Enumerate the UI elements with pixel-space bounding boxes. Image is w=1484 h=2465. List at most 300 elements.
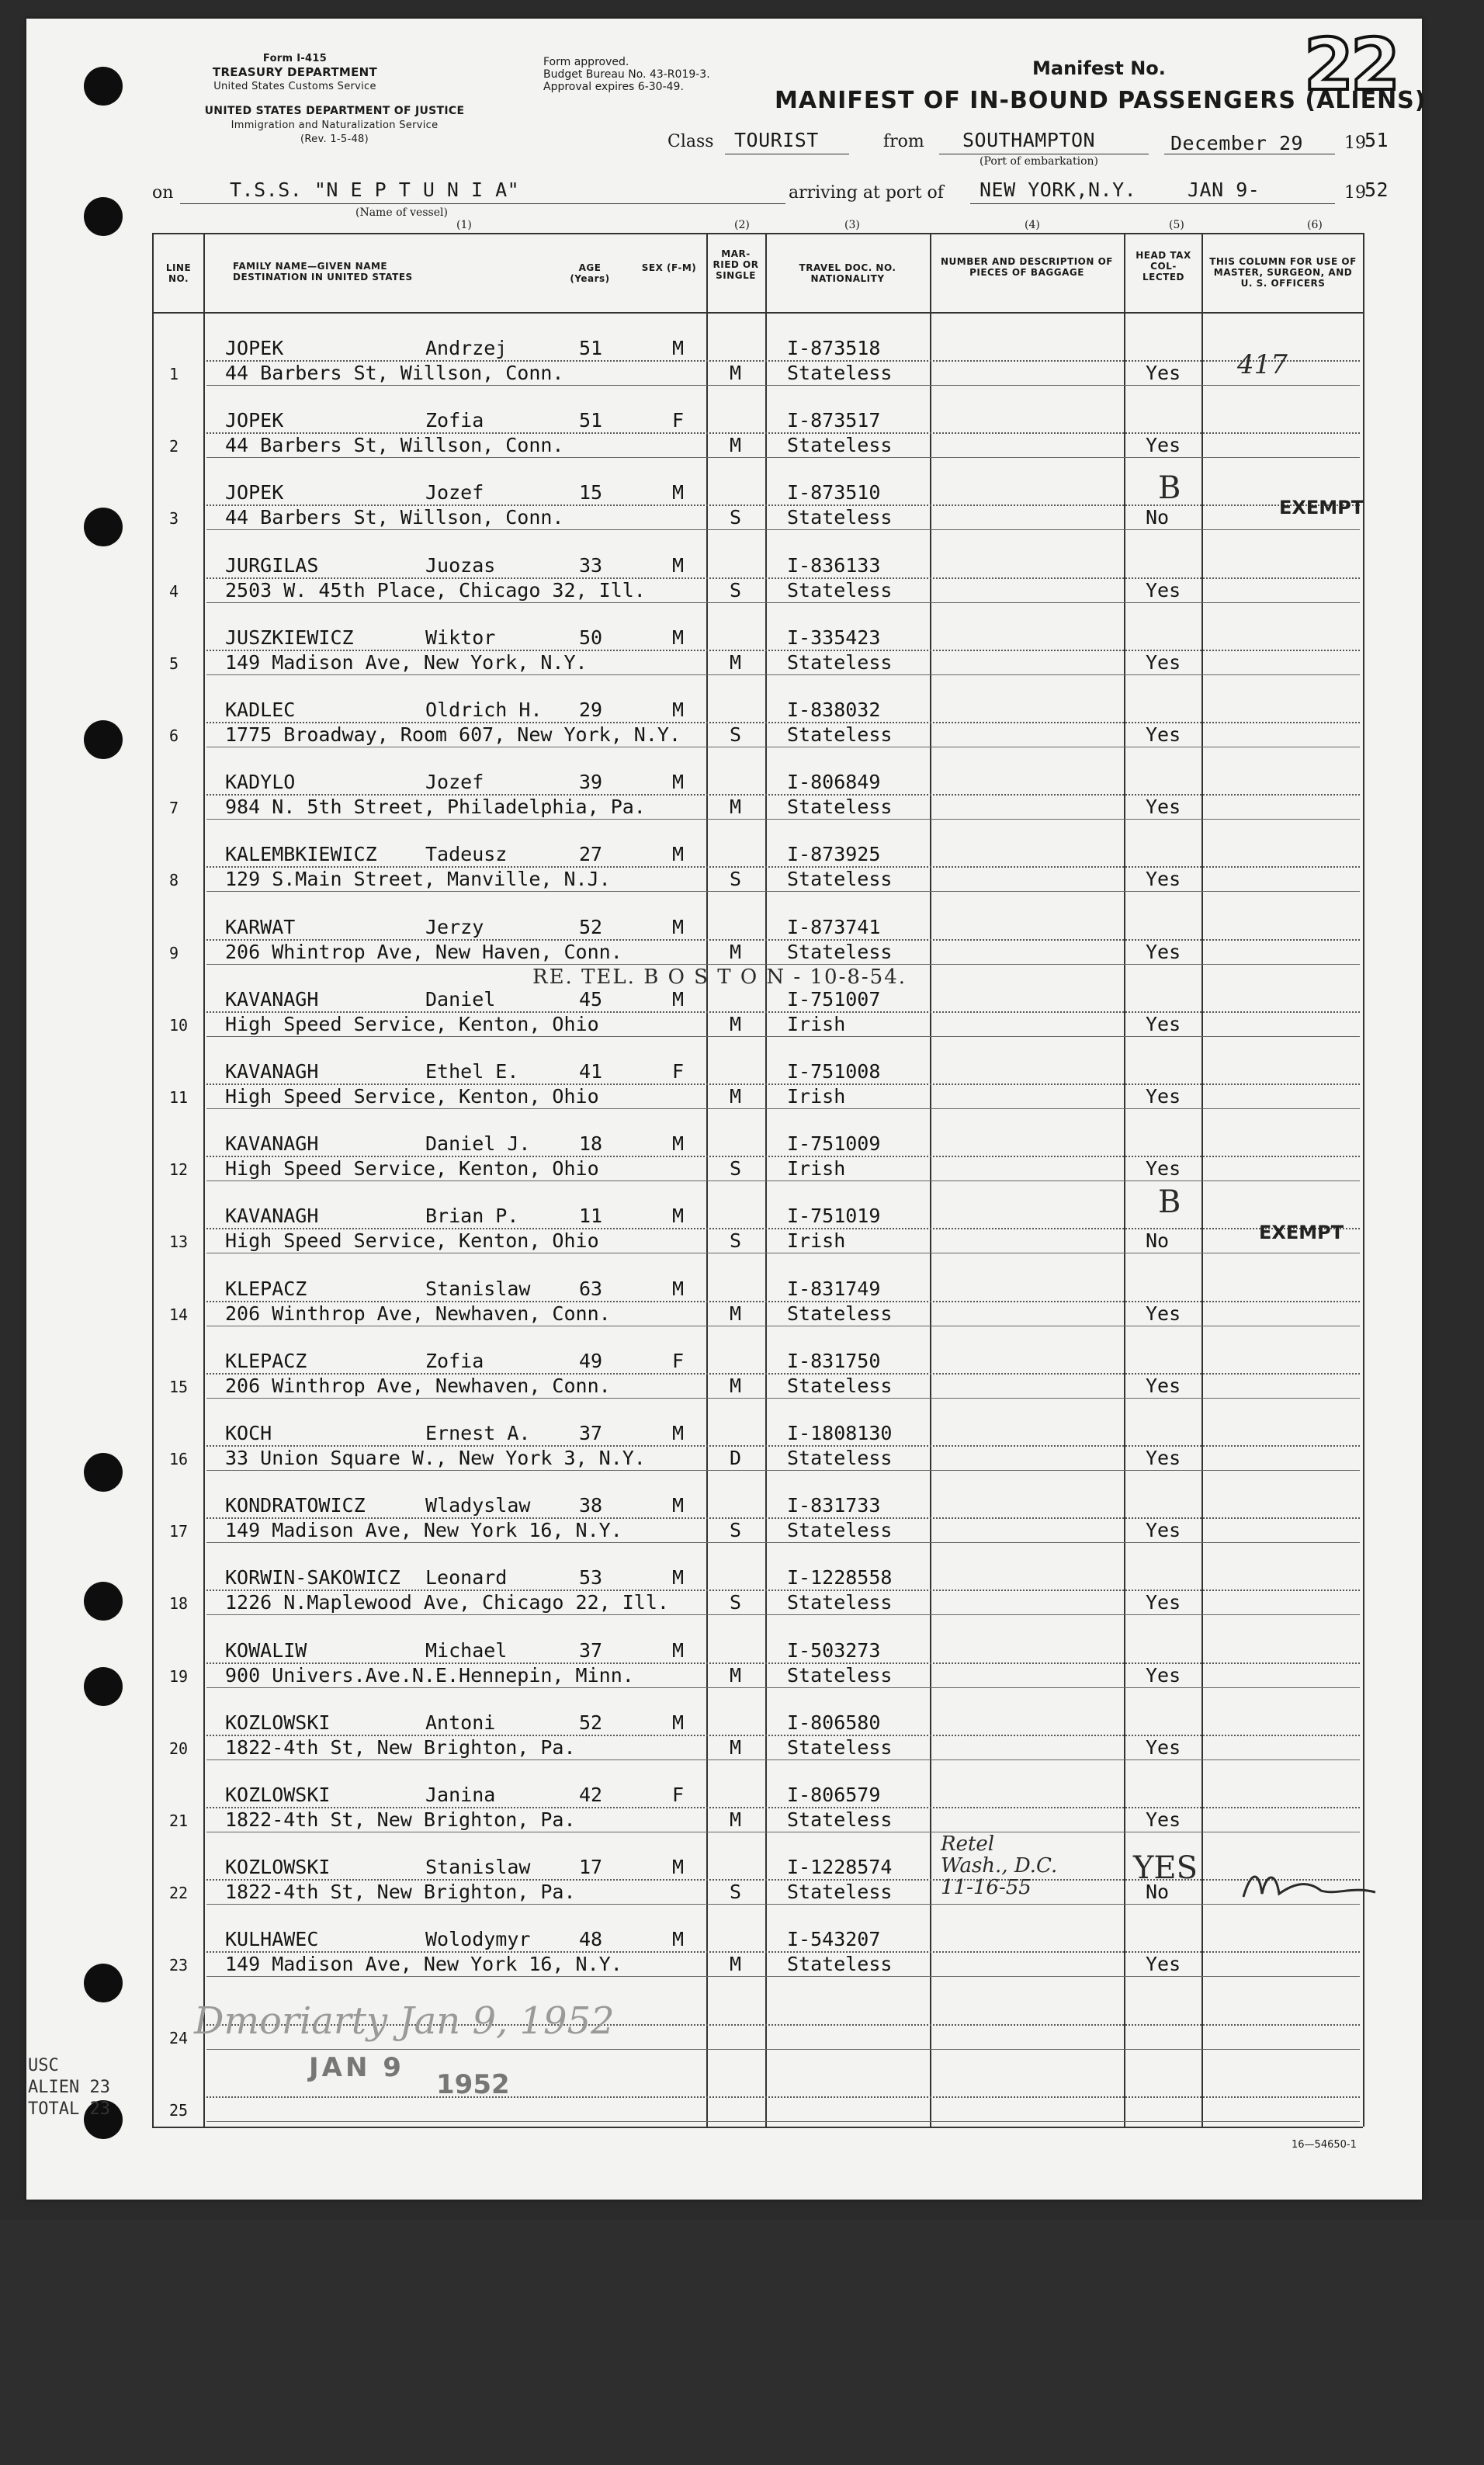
vessel-note: (Name of vessel) bbox=[355, 206, 448, 219]
row-divider bbox=[206, 457, 1360, 458]
approval-line: Form approved. bbox=[543, 56, 629, 68]
row-guide bbox=[206, 1228, 1360, 1229]
family-name: KALEMBKIEWICZ bbox=[225, 843, 377, 866]
marital-status: S bbox=[730, 723, 742, 746]
binder-hole bbox=[84, 67, 123, 106]
age: 11 bbox=[579, 1205, 603, 1228]
head-tax: Yes bbox=[1146, 1735, 1181, 1759]
age: 53 bbox=[579, 1566, 603, 1590]
given-name: Brian P. bbox=[425, 1205, 519, 1228]
head-tax: Yes bbox=[1146, 1447, 1181, 1469]
exempt-stamp: EXEMPT bbox=[1279, 497, 1364, 518]
row-guide bbox=[206, 577, 1360, 579]
binder-hole bbox=[84, 197, 123, 236]
marital-status: M bbox=[730, 1735, 742, 1759]
destination: 149 Madison Ave, New York 16, N.Y. bbox=[225, 1519, 622, 1542]
column-number: (4) bbox=[1025, 219, 1040, 231]
arrival-stamp-year: 1952 bbox=[436, 2069, 510, 2100]
header-name-destination: FAMILY NAME—GIVEN NAME DESTINATION IN UNITED STATES bbox=[233, 261, 413, 283]
given-name: Daniel bbox=[425, 987, 496, 1011]
row-guide bbox=[206, 1735, 1360, 1736]
b-mark: B bbox=[1158, 1184, 1181, 1220]
nationality: Stateless bbox=[787, 1735, 893, 1759]
arrival-date: JAN 9- bbox=[1188, 179, 1260, 201]
travel-doc-number: I-831749 bbox=[787, 1277, 881, 1300]
sex: M bbox=[672, 1856, 685, 1879]
head-tax: Yes bbox=[1146, 434, 1181, 457]
marital-status: S bbox=[730, 506, 742, 529]
destination: 206 Winthrop Ave, Newhaven, Conn. bbox=[225, 1374, 611, 1397]
destination: 33 Union Square W., New York 3, N.Y. bbox=[225, 1447, 646, 1469]
on-label: on bbox=[152, 183, 174, 203]
travel-doc-number: I-1228574 bbox=[787, 1856, 893, 1879]
sex: M bbox=[672, 1132, 685, 1156]
marital-status: M bbox=[730, 1012, 742, 1035]
destination: 44 Barbers St, Willson, Conn. bbox=[225, 362, 564, 384]
destination: 129 S.Main Street, Manville, N.J. bbox=[225, 868, 611, 891]
travel-doc-number: I-831750 bbox=[787, 1349, 881, 1372]
rev-label: (Rev. 1-5-48) bbox=[300, 133, 369, 145]
nationality: Irish bbox=[787, 1157, 846, 1180]
destination: High Speed Service, Kenton, Ohio bbox=[225, 1085, 599, 1108]
age: 51 bbox=[579, 337, 603, 359]
line-number: 20 bbox=[169, 1739, 189, 1758]
family-name: JOPEK bbox=[225, 337, 284, 359]
destination: High Speed Service, Kenton, Ohio bbox=[225, 1157, 599, 1180]
line-number: 11 bbox=[169, 1088, 189, 1107]
travel-doc-number: I-873517 bbox=[787, 409, 881, 432]
row-guide bbox=[206, 866, 1360, 868]
b-mark: B bbox=[1158, 470, 1181, 506]
head-tax: Yes bbox=[1146, 1663, 1181, 1687]
family-name: KAVANAGH bbox=[225, 1060, 319, 1083]
family-name: KLEPACZ bbox=[225, 1349, 307, 1372]
line-number: 23 bbox=[169, 1956, 189, 1975]
age: 38 bbox=[579, 1494, 603, 1517]
row-divider bbox=[206, 1542, 1360, 1543]
marital-status: D bbox=[730, 1447, 742, 1469]
family-name: KONDRATOWICZ bbox=[225, 1494, 366, 1517]
destination: 1822-4th St, New Brighton, Pa. bbox=[225, 1735, 576, 1759]
head-tax: Yes bbox=[1146, 1374, 1181, 1397]
family-name: KOZLOWSKI bbox=[225, 1784, 331, 1806]
binder-hole bbox=[84, 1453, 123, 1492]
line-number: 3 bbox=[169, 509, 179, 529]
justice-label: UNITED STATES DEPARTMENT OF JUSTICE bbox=[204, 105, 465, 117]
from-label: from bbox=[883, 132, 924, 151]
marital-status: M bbox=[730, 1302, 742, 1325]
nationality: Stateless bbox=[787, 434, 893, 457]
head-tax: Yes bbox=[1146, 796, 1181, 819]
row-guide bbox=[206, 939, 1360, 941]
family-name: JOPEK bbox=[225, 409, 284, 432]
marital-status: M bbox=[730, 650, 742, 674]
scan-background bbox=[0, 2220, 1484, 2465]
sex: F bbox=[672, 409, 685, 432]
marital-status: S bbox=[730, 1881, 742, 1904]
nationality: Stateless bbox=[787, 1591, 893, 1614]
family-name: JUSZKIEWICZ bbox=[225, 626, 354, 649]
note-line: Retel bbox=[941, 1832, 995, 1856]
marital-status: M bbox=[730, 940, 742, 963]
arriving-label: arriving at port of bbox=[789, 183, 944, 203]
travel-doc-number: I-335423 bbox=[787, 626, 881, 649]
class-value: TOURIST bbox=[734, 129, 819, 151]
age: 49 bbox=[579, 1349, 603, 1372]
destination: 206 Winthrop Ave, Newhaven, Conn. bbox=[225, 1302, 611, 1325]
inspector-signature: Dmoriarty Jan 9, 1952 bbox=[194, 1999, 615, 2043]
travel-doc-number: I-873741 bbox=[787, 915, 881, 938]
tally-usc: USC bbox=[28, 2056, 59, 2075]
sex: M bbox=[672, 699, 685, 721]
column-number: (5) bbox=[1169, 219, 1184, 231]
row-guide bbox=[206, 1011, 1360, 1013]
travel-doc-number: I-806579 bbox=[787, 1784, 881, 1806]
row-divider bbox=[206, 891, 1360, 892]
travel-doc-number: I-873518 bbox=[787, 337, 881, 359]
nationality: Stateless bbox=[787, 796, 893, 819]
sex: M bbox=[672, 1928, 685, 1951]
travel-doc-number: I-836133 bbox=[787, 553, 881, 577]
row-guide bbox=[206, 1951, 1360, 1953]
line-number: 16 bbox=[169, 1450, 189, 1468]
head-tax: No bbox=[1146, 1881, 1170, 1904]
line-number: 8 bbox=[169, 871, 179, 890]
column-number: (2) bbox=[734, 219, 750, 231]
age: 48 bbox=[579, 1928, 603, 1951]
line-number: 5 bbox=[169, 654, 179, 673]
header-travel-doc: TRAVEL DOC. NO. NATIONALITY bbox=[799, 262, 896, 284]
row-divider bbox=[206, 2121, 1360, 2122]
line-number: 1 bbox=[169, 365, 179, 383]
given-name: Ernest A. bbox=[425, 1422, 531, 1444]
destination: 149 Madison Ave, New York, N.Y. bbox=[225, 650, 588, 674]
retel-washington-note bbox=[941, 1833, 1057, 1898]
column-number: (6) bbox=[1307, 219, 1323, 231]
row-divider bbox=[206, 1180, 1360, 1181]
nationality: Stateless bbox=[787, 1881, 893, 1904]
signature-scribble bbox=[1236, 1863, 1383, 1909]
nationality: Stateless bbox=[787, 868, 893, 891]
travel-doc-number: I-1228558 bbox=[787, 1566, 893, 1590]
family-name: KAVANAGH bbox=[225, 987, 319, 1011]
row-divider bbox=[206, 964, 1360, 965]
line-number: 17 bbox=[169, 1522, 189, 1541]
marital-status: S bbox=[730, 868, 742, 891]
approval-block bbox=[543, 56, 710, 93]
sex: F bbox=[672, 1060, 685, 1083]
given-name: Daniel J. bbox=[425, 1132, 531, 1156]
given-name: Juozas bbox=[425, 553, 496, 577]
line-number: 2 bbox=[169, 437, 179, 456]
line-number: 6 bbox=[169, 726, 179, 745]
row-guide bbox=[206, 1373, 1360, 1375]
column-number: (1) bbox=[456, 219, 472, 231]
tally-box bbox=[28, 2055, 129, 2120]
travel-doc-number: I-831733 bbox=[787, 1494, 881, 1517]
line-number: 25 bbox=[169, 2100, 189, 2120]
travel-doc-number: I-873510 bbox=[787, 481, 881, 504]
destination: 2503 W. 45th Place, Chicago 32, Ill. bbox=[225, 578, 646, 602]
line-number: 13 bbox=[169, 1232, 189, 1252]
departure-date: December 29 bbox=[1170, 132, 1304, 154]
nationality: Stateless bbox=[787, 362, 893, 384]
nationality: Irish bbox=[787, 1012, 846, 1035]
marital-status: S bbox=[730, 1591, 742, 1614]
marital-status: M bbox=[730, 434, 742, 457]
given-name: Antoni bbox=[425, 1711, 496, 1734]
head-tax: Yes bbox=[1146, 868, 1181, 891]
manifest-no-label: Manifest No. bbox=[1032, 57, 1166, 79]
head-tax: No bbox=[1146, 506, 1170, 529]
binder-hole bbox=[84, 1667, 123, 1706]
destination: 149 Madison Ave, New York 16, N.Y. bbox=[225, 1953, 622, 1976]
head-tax: Yes bbox=[1146, 1808, 1181, 1831]
header-head-tax: HEAD TAX COL- LECTED bbox=[1136, 250, 1191, 283]
header-line-no: LINE NO. bbox=[165, 262, 192, 284]
row-guide bbox=[206, 1807, 1360, 1808]
customs-label: United States Customs Service bbox=[213, 81, 376, 92]
given-name: Janina bbox=[425, 1784, 496, 1806]
row-divider bbox=[206, 1904, 1360, 1905]
head-tax: No bbox=[1146, 1229, 1170, 1253]
age: 33 bbox=[579, 553, 603, 577]
given-name: Stanislaw bbox=[425, 1277, 531, 1300]
row-guide bbox=[206, 1301, 1360, 1302]
line-number: 12 bbox=[169, 1160, 189, 1180]
family-name: KADLEC bbox=[225, 699, 296, 721]
line-number: 15 bbox=[169, 1377, 189, 1396]
destination: 1822-4th St, New Brighton, Pa. bbox=[225, 1808, 576, 1831]
yes-handwritten: YES bbox=[1133, 1850, 1198, 1886]
row-guide bbox=[206, 722, 1360, 723]
family-name: KORWIN-SAKOWICZ bbox=[225, 1566, 400, 1590]
officer-signature bbox=[1236, 1863, 1383, 1909]
marital-status: S bbox=[730, 578, 742, 602]
destination: 206 Whintrop Ave, New Haven, Conn. bbox=[225, 940, 622, 963]
row-divider bbox=[206, 2049, 1360, 2050]
sex: M bbox=[672, 1566, 685, 1590]
nationality: Stateless bbox=[787, 1953, 893, 1976]
family-name: JOPEK bbox=[225, 481, 284, 504]
note-line: Wash., D.C. bbox=[941, 1854, 1058, 1877]
sex: M bbox=[672, 626, 685, 649]
destination: 1226 N.Maplewood Ave, Chicago 22, Ill. bbox=[225, 1591, 669, 1614]
line-number: 14 bbox=[169, 1305, 189, 1324]
destination: 44 Barbers St, Willson, Conn. bbox=[225, 434, 564, 457]
row-divider bbox=[206, 1470, 1360, 1471]
sex: M bbox=[672, 1711, 685, 1734]
sex: M bbox=[672, 1422, 685, 1444]
sex: M bbox=[672, 771, 685, 794]
line-number: 24 bbox=[169, 2028, 189, 2047]
given-name: Zofia bbox=[425, 409, 484, 432]
line-number: 21 bbox=[169, 1811, 189, 1830]
form-code: 16—54650-1 bbox=[1292, 2139, 1357, 2151]
header-sex: SEX (F-M) bbox=[641, 262, 697, 273]
head-tax: Yes bbox=[1146, 1012, 1181, 1035]
given-name: Ethel E. bbox=[425, 1060, 519, 1083]
sex: M bbox=[672, 915, 685, 938]
row-guide bbox=[206, 650, 1360, 651]
age: 50 bbox=[579, 626, 603, 649]
retel-note: RE. TEL. B O S T O N - 10-8-54. bbox=[532, 966, 907, 989]
sex: F bbox=[672, 1349, 685, 1372]
year-prefix: 19 bbox=[1344, 133, 1366, 153]
row-guide bbox=[206, 1517, 1360, 1519]
marital-status: M bbox=[730, 1374, 742, 1397]
arrival-year: 52 bbox=[1364, 179, 1389, 201]
family-name: KAVANAGH bbox=[225, 1205, 319, 1228]
given-name: Andrzej bbox=[425, 337, 508, 359]
row-divider bbox=[206, 819, 1360, 820]
approval-line: Approval expires 6-30-49. bbox=[543, 81, 684, 93]
header-age: AGE (Years) bbox=[570, 262, 610, 284]
line-number: 22 bbox=[169, 1884, 189, 1903]
given-name: Zofia bbox=[425, 1349, 484, 1372]
row-divider bbox=[206, 1108, 1360, 1109]
travel-doc-number: I-751019 bbox=[787, 1205, 881, 1228]
nationality: Irish bbox=[787, 1229, 846, 1253]
row-guide bbox=[206, 1445, 1360, 1447]
head-tax: Yes bbox=[1146, 940, 1181, 963]
row-divider bbox=[206, 1036, 1360, 1037]
form-number: Form I-415 bbox=[262, 53, 328, 64]
row-divider bbox=[206, 1687, 1360, 1688]
manifest-number: 22 bbox=[1304, 23, 1398, 106]
row-guide bbox=[206, 504, 1360, 506]
age: 15 bbox=[579, 481, 603, 504]
destination: 984 N. 5th Street, Philadelphia, Pa. bbox=[225, 796, 646, 819]
sex: M bbox=[672, 553, 685, 577]
manifest-title: MANIFEST OF IN-BOUND PASSENGERS (ALIENS) bbox=[775, 87, 1427, 114]
given-name: Jerzy bbox=[425, 915, 484, 938]
header-married: MAR- RIED OR SINGLE bbox=[713, 248, 759, 281]
given-name: Stanislaw bbox=[425, 1856, 531, 1879]
head-tax: Yes bbox=[1146, 1157, 1181, 1180]
year-prefix: 19 bbox=[1344, 183, 1366, 203]
row-guide bbox=[206, 1662, 1360, 1664]
head-tax: Yes bbox=[1146, 1591, 1181, 1614]
line-number: 7 bbox=[169, 799, 179, 818]
head-tax: Yes bbox=[1146, 650, 1181, 674]
given-name: Jozef bbox=[425, 481, 484, 504]
destination: 900 Univers.Ave.N.E.Hennepin, Minn. bbox=[225, 1663, 634, 1687]
vessel-name: T.S.S. "N E P T U N I A" bbox=[230, 179, 520, 201]
row-divider bbox=[206, 1614, 1360, 1615]
arrival-stamp-date: JAN 9 bbox=[309, 2052, 404, 2083]
destination: 44 Barbers St, Willson, Conn. bbox=[225, 506, 564, 529]
nationality: Stateless bbox=[787, 1447, 893, 1469]
note-line: 11-16-55 bbox=[941, 1876, 1032, 1899]
tally-total: TOTAL 23 bbox=[28, 2099, 110, 2119]
nationality: Stateless bbox=[787, 1519, 893, 1542]
destination: High Speed Service, Kenton, Ohio bbox=[225, 1012, 599, 1035]
line-number: 4 bbox=[169, 581, 179, 601]
travel-doc-number: I-751009 bbox=[787, 1132, 881, 1156]
line-number: 19 bbox=[169, 1666, 189, 1686]
marital-status: M bbox=[730, 1663, 742, 1687]
row-divider bbox=[206, 1398, 1360, 1399]
destination: 1775 Broadway, Room 607, New York, N.Y. bbox=[225, 723, 681, 746]
sex: M bbox=[672, 987, 685, 1011]
head-tax: Yes bbox=[1146, 578, 1181, 602]
marital-status: M bbox=[730, 1085, 742, 1108]
age: 39 bbox=[579, 771, 603, 794]
sex: M bbox=[672, 1277, 685, 1300]
treasury-label: TREASURY DEPARTMENT bbox=[212, 65, 378, 79]
travel-doc-number: I-751007 bbox=[787, 987, 881, 1011]
sex: M bbox=[672, 337, 685, 359]
departure-year: 51 bbox=[1364, 129, 1389, 151]
family-name: KAVANAGH bbox=[225, 1132, 319, 1156]
line-number: 18 bbox=[169, 1594, 189, 1614]
row-divider bbox=[206, 385, 1360, 386]
age: 52 bbox=[579, 915, 603, 938]
family-name: KOCH bbox=[225, 1422, 272, 1444]
header-officers: THIS COLUMN FOR USE OF MASTER, SURGEON, AND U. S. OFFICERS bbox=[1209, 256, 1357, 289]
row-guide bbox=[206, 360, 1360, 362]
port-note: (Port of embarkation) bbox=[980, 155, 1098, 168]
nationality: Stateless bbox=[787, 723, 893, 746]
line-number: 10 bbox=[169, 1015, 189, 1035]
nationality: Stateless bbox=[787, 1808, 893, 1831]
sex: M bbox=[672, 1205, 685, 1228]
age: 18 bbox=[579, 1132, 603, 1156]
row-divider bbox=[206, 1976, 1360, 1977]
sex: M bbox=[672, 1494, 685, 1517]
sex: F bbox=[672, 1784, 685, 1806]
travel-doc-number: I-1808130 bbox=[787, 1422, 893, 1444]
age: 37 bbox=[579, 1638, 603, 1662]
family-name: KADYLO bbox=[225, 771, 296, 794]
travel-doc-number: I-806580 bbox=[787, 1711, 881, 1734]
row-divider bbox=[206, 529, 1360, 530]
nationality: Stateless bbox=[787, 1374, 893, 1397]
travel-doc-number: I-543207 bbox=[787, 1928, 881, 1951]
family-name: KULHAWEC bbox=[225, 1928, 319, 1951]
age: 63 bbox=[579, 1277, 603, 1300]
row-divider bbox=[206, 674, 1360, 675]
line-number: 9 bbox=[169, 943, 179, 962]
head-tax: Yes bbox=[1146, 1519, 1181, 1542]
binder-hole bbox=[84, 1582, 123, 1621]
marital-status: M bbox=[730, 1808, 742, 1831]
given-name: Oldrich H. bbox=[425, 699, 543, 721]
sex: M bbox=[672, 481, 685, 504]
given-name: Michael bbox=[425, 1638, 508, 1662]
class-label: Class bbox=[667, 132, 714, 151]
travel-doc-number: I-503273 bbox=[787, 1638, 881, 1662]
travel-doc-number: I-838032 bbox=[787, 699, 881, 721]
row-guide bbox=[206, 1156, 1360, 1157]
destination: High Speed Service, Kenton, Ohio bbox=[225, 1229, 599, 1253]
marital-status: M bbox=[730, 796, 742, 819]
marital-status: S bbox=[730, 1157, 742, 1180]
given-name: Wladyslaw bbox=[425, 1494, 531, 1517]
nationality: Stateless bbox=[787, 940, 893, 963]
age: 52 bbox=[579, 1711, 603, 1734]
age: 27 bbox=[579, 843, 603, 866]
travel-doc-number: I-751008 bbox=[787, 1060, 881, 1083]
row-guide bbox=[206, 1590, 1360, 1591]
age: 17 bbox=[579, 1856, 603, 1879]
age: 29 bbox=[579, 699, 603, 721]
arrival-port: NEW YORK,N.Y. bbox=[980, 179, 1137, 201]
header-baggage: NUMBER AND DESCRIPTION OF PIECES OF BAGGAGE bbox=[940, 256, 1114, 278]
tally-alien: ALIEN 23 bbox=[28, 2078, 110, 2097]
family-name: KOWALIW bbox=[225, 1638, 307, 1662]
